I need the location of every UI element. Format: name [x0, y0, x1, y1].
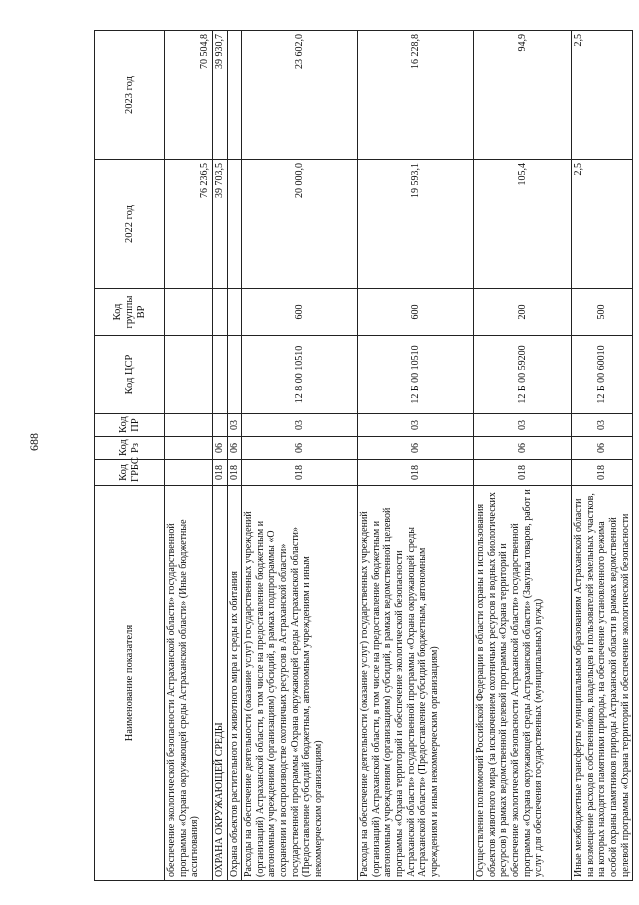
row-2022: 2,5	[572, 160, 633, 289]
header-2023: 2023 год	[95, 31, 165, 160]
row-2022: 105,4	[474, 160, 572, 289]
row-csr: 12 Б 00 10510	[358, 336, 474, 414]
row-name: ОХРАНА ОКРУЖАЮЩЕЙ СРЕДЫ	[213, 486, 228, 881]
row-vr: 600	[358, 289, 474, 336]
row-pr: 03	[474, 414, 572, 437]
table-row	[227, 31, 242, 881]
row-rz: 06	[213, 437, 228, 460]
row-2023: 70 504,8	[165, 31, 213, 160]
row-csr	[165, 336, 213, 414]
row-name: Расходы на обеспечение деятельности (оказание услуг) государственных учреждений (организаций) Астраханской области, в том числе на предоставление бюджетным и автономным учреждениям (организациям) субсидий, в рамках ведомственной целевой программы «Охрана территорий и обеспечение экологической безопасности Астраханской области» государственной программы «Охрана окружающей среды Астраханской области» (Предоставление субсидий бюджетным, автономным учреждениям и иным некоммерческим организациям)	[358, 486, 474, 881]
row-2022: 39 703,5	[213, 160, 228, 289]
row-2022	[227, 160, 242, 289]
table-row	[474, 31, 572, 881]
row-grbs: 018	[572, 460, 633, 486]
row-pr: 03	[227, 414, 242, 437]
row-name: Иные межбюджетные трансферты муниципальным образованиям Астраханской области на возмещение расходов собственников, владельцев и пользователей земельных участков, на которых находятся памятники природы, на обеспечение установленного режима особой охраны памятников природы Астраханской области в рамках ведомственной целевой программы «Охрана территорий и обеспечение экологической безопасности	[572, 486, 633, 881]
row-rz: 06	[572, 437, 633, 460]
row-pr: 03	[242, 414, 358, 437]
page-number: 688	[27, 433, 41, 451]
row-grbs: 018	[242, 460, 358, 486]
row-2022: 76 236,5	[165, 160, 213, 289]
row-vr: 200	[474, 289, 572, 336]
row-2023: 23 602,0	[242, 31, 358, 160]
table-row	[213, 31, 228, 881]
row-name: Осуществление полномочий Российской Федерации в области охраны и использования объектов животного мира (за исключением охотничьих ресурсов и водных биологических ресурсов) в рамках ведомственной целевой программы «Охрана территорий и обеспечение экологической безопасности Астраханской области» государственной программы «Охрана окружающей среды Астраханской области» (Закупка товаров, работ и услуг для обеспечения государственных (муниципальных) нужд)	[474, 486, 572, 881]
row-grbs: 018	[227, 460, 242, 486]
row-rz: 06	[227, 437, 242, 460]
header-csr: Код ЦСР	[95, 336, 165, 414]
row-2022: 20 000,0	[242, 160, 358, 289]
row-grbs: 018	[474, 460, 572, 486]
row-grbs: 018	[213, 460, 228, 486]
row-name: Расходы на обеспечение деятельности (оказание услуг) государственных учреждений (организаций) Астраханской области, в том числе на предоставление бюджетным и автономным учреждениям (организациям) субсидий, в рамках подпрограммы «О сохранении и воспроизводстве охотничьих ресурсов в Астраханской области» государственной программы «Охрана окружающей среды Астраханской области» (Предоставление субсидий бюджетным, автономным учреждениям и иным некоммерческим организациям)	[242, 486, 358, 881]
row-name: Охрана объектов растительного и животного мира и среды их обитания	[227, 486, 242, 881]
row-rz: 06	[242, 437, 358, 460]
row-csr: 12 Б 00 60010	[572, 336, 633, 414]
row-rz: 06	[474, 437, 572, 460]
row-2023: 39 930,7	[213, 31, 228, 160]
header-pr: Код ПР	[95, 414, 165, 437]
row-pr	[213, 414, 228, 437]
table-row	[358, 31, 474, 881]
budget-table	[94, 30, 633, 881]
row-csr	[213, 336, 228, 414]
row-2022: 19 593,1	[358, 160, 474, 289]
row-rz	[165, 437, 213, 460]
table-row	[242, 31, 358, 881]
row-vr: 600	[242, 289, 358, 336]
row-grbs: 018	[358, 460, 474, 486]
header-rz: Код Рз	[95, 437, 165, 460]
row-vr	[227, 289, 242, 336]
row-pr	[165, 414, 213, 437]
row-2023: 2,5	[572, 31, 633, 160]
row-name: обеспечение экологической безопасности Астраханской области» государственной программы «Охрана окружающей среды Астраханской области» (Иные бюджетные ассигнования)	[165, 486, 213, 881]
table-row	[165, 31, 213, 881]
row-rz: 06	[358, 437, 474, 460]
row-vr: 500	[572, 289, 633, 336]
row-2023: 94,9	[474, 31, 572, 160]
row-csr: 12 8 00 10510	[242, 336, 358, 414]
row-2023	[227, 31, 242, 160]
row-pr: 03	[572, 414, 633, 437]
row-2023: 16 228,8	[358, 31, 474, 160]
header-2022: 2022 год	[95, 160, 165, 289]
row-vr	[165, 289, 213, 336]
rotated-table-container	[94, 31, 631, 881]
header-name: Наименование показателя	[95, 486, 165, 881]
row-grbs	[165, 460, 213, 486]
header-grbs: Код ГРБС	[95, 460, 165, 486]
row-pr: 03	[358, 414, 474, 437]
row-csr	[227, 336, 242, 414]
row-vr	[213, 289, 228, 336]
row-csr: 12 Б 00 59200	[474, 336, 572, 414]
table-header-row	[95, 31, 165, 881]
table-row	[572, 31, 633, 881]
header-vr: Код группы ВР	[95, 289, 165, 336]
